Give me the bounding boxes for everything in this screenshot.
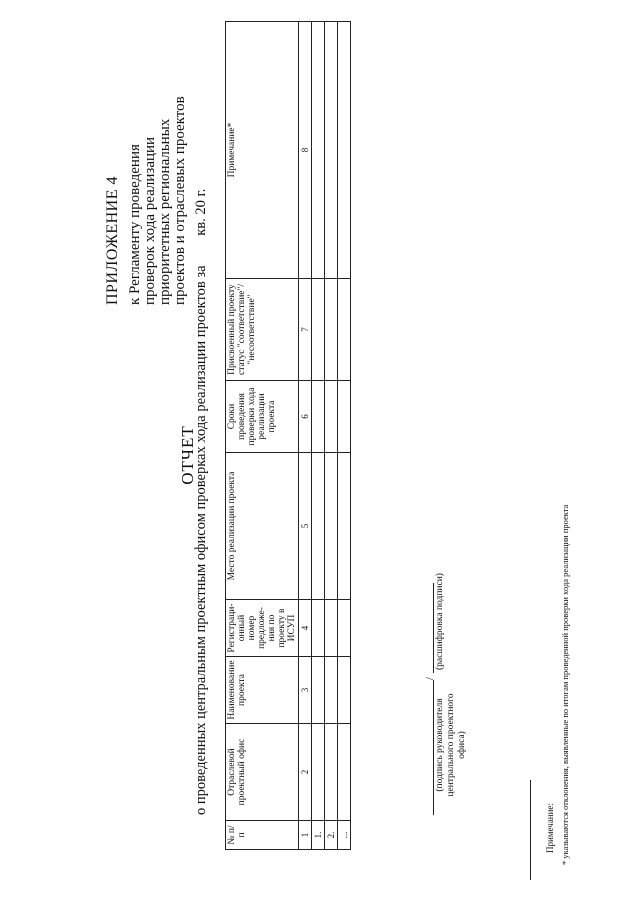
table-row (338, 22, 351, 850)
col-header: Наименование проекта (226, 657, 299, 724)
table-cell (312, 22, 325, 279)
appendix-block (105, 5, 188, 305)
signature-slash: / (425, 677, 436, 680)
table-cell (338, 22, 351, 279)
table-number-row (299, 22, 312, 850)
table-cell (312, 453, 325, 600)
appendix-line: проверок хода реализации (142, 136, 158, 305)
table-cell (325, 22, 338, 279)
note-divider (530, 780, 531, 880)
col-number: 3 (299, 657, 312, 724)
appendix-line: к Регламенту проведения (127, 144, 143, 305)
table-cell: 1. (312, 821, 325, 850)
report-subtitle-text: о проведенных центральным проектным офисом проверках хода реализации проектов за (193, 265, 209, 815)
table-cell (325, 657, 338, 724)
table-row (312, 22, 325, 850)
table-cell (338, 279, 351, 381)
report-table (225, 21, 351, 850)
table-cell (325, 279, 338, 381)
table-cell (312, 657, 325, 724)
col-header: Место реализации проекта (226, 453, 299, 600)
table-cell (338, 381, 351, 453)
table-cell: ... (338, 821, 351, 850)
report-title: ОТЧЕТ (178, 425, 197, 485)
report-subtitle (193, 0, 210, 815)
col-number: 6 (299, 381, 312, 453)
col-number: 8 (299, 22, 312, 279)
table-cell (312, 724, 325, 821)
col-number: 1 (299, 821, 312, 850)
col-header: Регистраци-онный номер предложе-ния по проекту в ИСУП (226, 600, 299, 657)
col-number: 7 (299, 279, 312, 381)
table-row (325, 22, 338, 850)
table-header-row (226, 22, 299, 850)
name-line (433, 583, 434, 673)
table-cell (312, 381, 325, 453)
table-cell (338, 657, 351, 724)
appendix-line: приоритетных региональных (157, 118, 173, 305)
col-header: Присвоенный проекту статус "соответствие"/ "несоответствие" (226, 279, 299, 381)
col-number: 5 (299, 453, 312, 600)
table-cell (325, 724, 338, 821)
col-header: № п/п (226, 821, 299, 850)
col-number: 2 (299, 724, 312, 821)
table-cell (338, 600, 351, 657)
signature-caption: (подпись руководителя центрального проектного офиса) (435, 693, 467, 797)
name-caption: (расшифровка подписи) (435, 573, 445, 670)
report-quarter: кв. 20 г. (193, 188, 209, 236)
table-cell (338, 453, 351, 600)
table-cell (338, 724, 351, 821)
signature-line (433, 680, 434, 815)
table-cell: 2. (325, 821, 338, 850)
col-header: Примечание* (226, 22, 299, 279)
table-cell (325, 600, 338, 657)
col-number: 4 (299, 600, 312, 657)
col-header: Сроки проведения проверки хода реализации проекта (226, 381, 299, 453)
table-cell (312, 279, 325, 381)
footnote: * указываются отклонения, выявленные по итогам проведенной проверки хода реализации проекта (560, 504, 570, 865)
note-label: Примечание: (545, 803, 555, 853)
col-header: Отраслевой проектный офис (226, 724, 299, 821)
table-cell (312, 600, 325, 657)
appendix-title: ПРИЛОЖЕНИЕ 4 (104, 175, 121, 305)
table-cell (325, 381, 338, 453)
table-cell (325, 453, 338, 600)
appendix-line: проектов и отраслевых проектов (172, 96, 188, 305)
